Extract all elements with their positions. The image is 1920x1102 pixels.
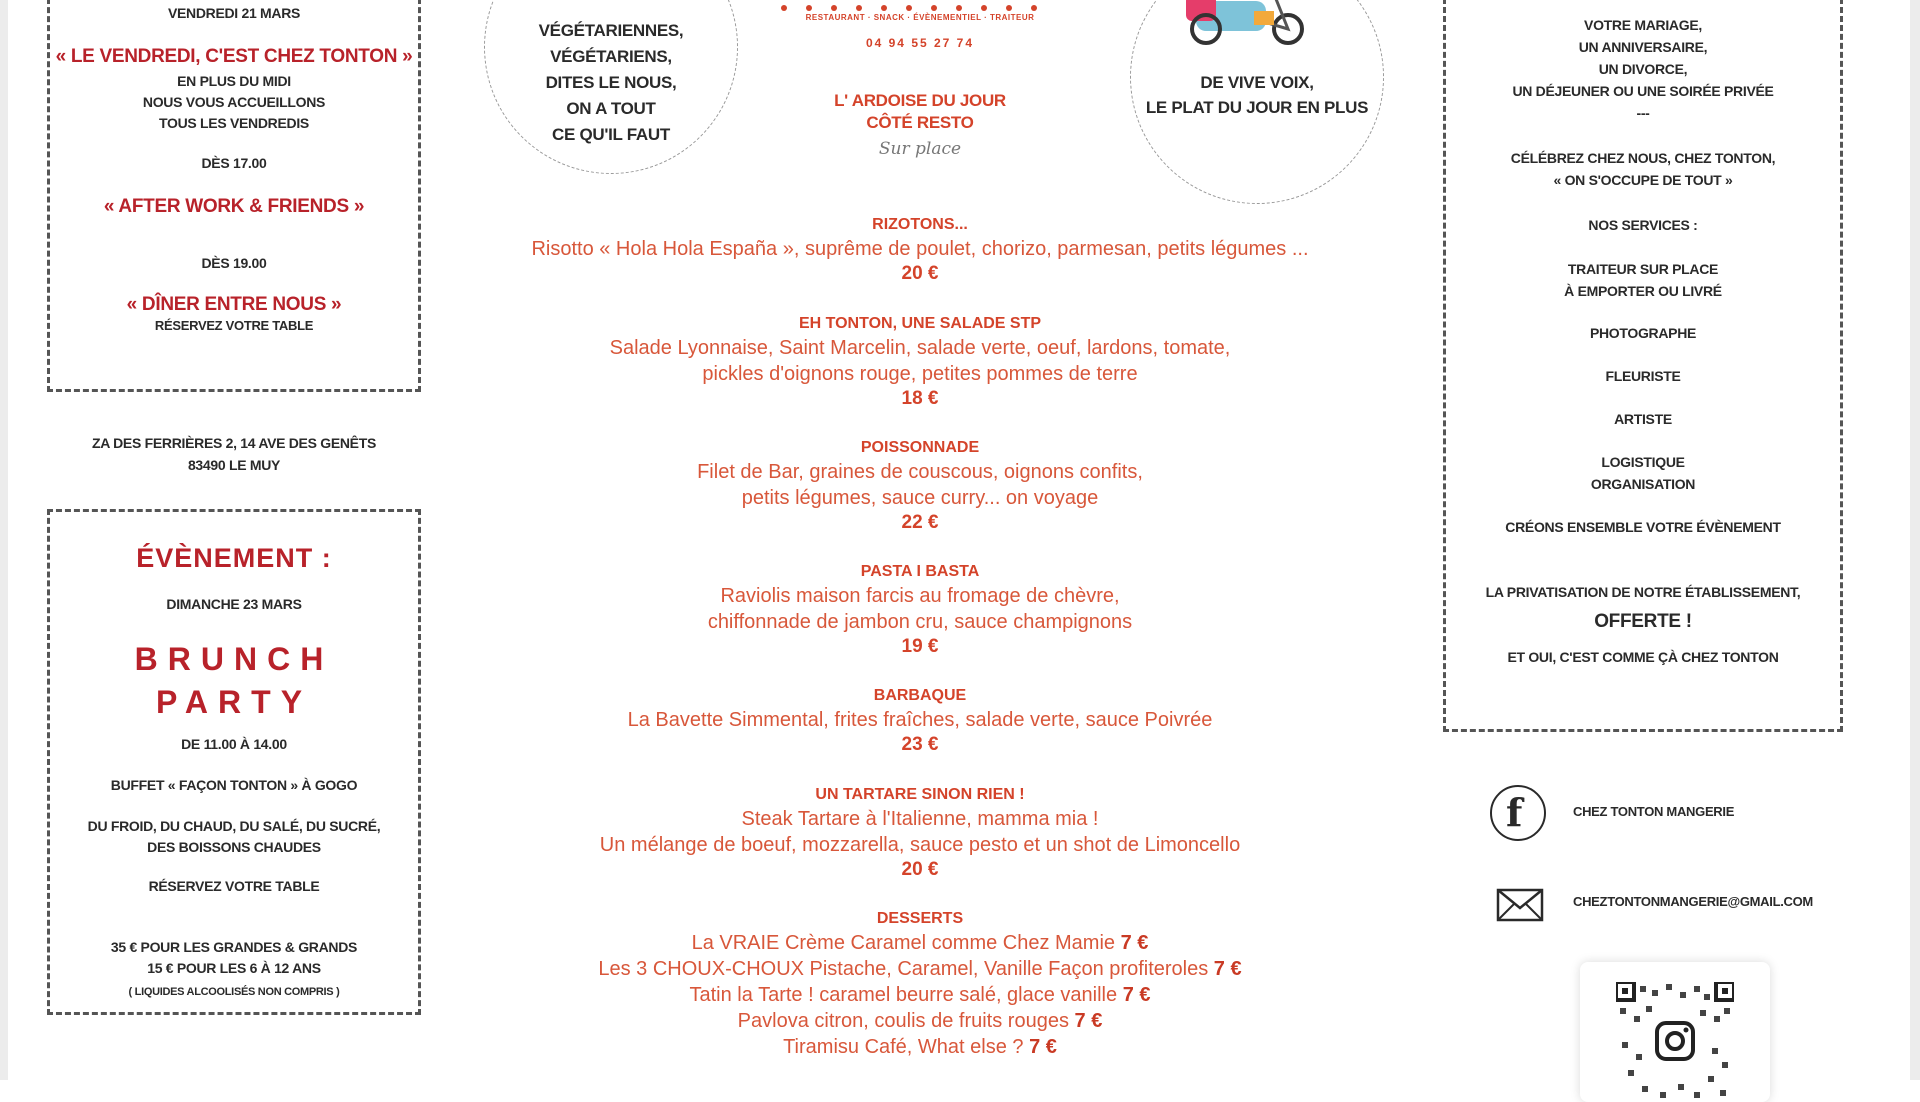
veg-line-4: ON A TOUT xyxy=(566,99,656,118)
plat-du-jour-circle xyxy=(1130,0,1384,204)
private-events-box xyxy=(1443,0,1843,732)
section-price: 20 € xyxy=(901,263,939,284)
qr-code-icon xyxy=(1616,982,1734,1100)
vive-voix-line-1: DE VIVE VOIX, xyxy=(1200,73,1314,92)
service-traiteur-2: À EMPORTER OU LIVRÉ xyxy=(1564,283,1722,299)
offerte: OFFERTE ! xyxy=(1594,611,1692,632)
veg-line-3: DITES LE NOUS, xyxy=(545,73,677,92)
right-celebrate-2: « ON S'OCCUPE DE TOUT » xyxy=(1553,172,1733,188)
event-note: ( LIQUIDES ALCOOLISÉS NON COMPRIS ) xyxy=(128,986,340,998)
facebook-icon: f xyxy=(1506,790,1523,835)
section-title: POISSONNADE xyxy=(860,439,980,456)
dessert-text: Pavlova citron, coulis de fruits rouges xyxy=(737,1010,1069,1032)
section-title: EH TONTON, UNE SALADE STP xyxy=(798,315,1042,332)
dessert-item xyxy=(470,956,1370,982)
section-line: Filet de Bar, graines de couscous, oignons confits, xyxy=(697,461,1143,483)
service-artiste: ARTISTE xyxy=(1614,411,1672,427)
event-desc-1: DU FROID, DU CHAUD, DU SALÉ, DU SUCRÉ, xyxy=(87,818,381,834)
event-desc-2: DES BOISSONS CHAUDES xyxy=(147,839,321,855)
section-price: 23 € xyxy=(901,734,939,755)
event-afterwork: « AFTER WORK & FRIENDS » xyxy=(103,196,365,217)
right-line-1: VOTRE MARIAGE, xyxy=(1584,17,1702,33)
time-diner: DÈS 19.00 xyxy=(201,255,267,271)
service-traiteur-1: TRAITEUR SUR PLACE xyxy=(1567,261,1719,277)
dessert-item xyxy=(470,1034,1370,1060)
section-title: UN TARTARE SINON RIEN ! xyxy=(815,786,1025,803)
dessert-text: Tatin la Tarte ! caramel beurre salé, glace vanille xyxy=(689,984,1123,1006)
right-celebrate-1: CÉLÉBREZ CHEZ NOUS, CHEZ TONTON, xyxy=(1510,150,1776,166)
dessert-text: La VRAIE Crème Caramel comme Chez Mamie xyxy=(691,932,1116,954)
section-title: PASTA I BASTA xyxy=(860,563,980,580)
ardoise-line-2: CÔTÉ RESTO xyxy=(866,113,974,132)
right-line-4: UN DÉJEUNER OU UNE SOIRÉE PRIVÉE xyxy=(1512,83,1774,99)
veg-line-5: CE QU'IL FAUT xyxy=(552,125,670,144)
section-line: pickles d'oignons rouge, petites pommes de terre xyxy=(702,363,1138,385)
friday-line-3: TOUS LES VENDREDIS xyxy=(159,115,309,131)
section-line: Steak Tartare à l'Italienne, mamma mia ! xyxy=(741,808,1099,830)
friday-title: « LE VENDREDI, C'EST CHEZ TONTON » xyxy=(55,46,413,67)
dessert-item xyxy=(470,1008,1370,1034)
section-line: Risotto « Hola Hola España », suprême de poulet, chorizo, parmesan, petits légumes ... xyxy=(531,238,1309,260)
dessert-text: Les 3 CHOUX-CHOUX Pistache, Caramel, Vanille Façon profiteroles xyxy=(598,958,1209,980)
create-together: CRÉONS ENSEMBLE VOTRE ÉVÈNEMENT xyxy=(1505,519,1781,535)
vive-voix-line-2: LE PLAT DU JOUR EN PLUS xyxy=(1145,98,1369,117)
qr-code-card[interactable] xyxy=(1580,962,1770,1102)
section-title: DESSERTS xyxy=(876,910,964,927)
menu-section-desserts xyxy=(470,908,1370,1060)
friday-line-1: EN PLUS DU MIDI xyxy=(177,73,291,89)
section-title: RIZOTONS... xyxy=(872,216,968,233)
event-reserve: RÉSERVEZ VOTRE TABLE xyxy=(148,878,320,894)
right-line-3: UN DIVORCE, xyxy=(1598,61,1688,77)
section-line: chiffonnade de jambon cru, sauce champignons xyxy=(707,611,1133,633)
facebook-label[interactable]: CHEZ TONTON MANGERIE xyxy=(1573,804,1735,819)
event-hours: DE 11.00 À 14.00 xyxy=(181,736,287,752)
right-separator: --- xyxy=(1636,105,1650,121)
logo-dots-icon xyxy=(778,5,1060,13)
phone-number: 04 94 55 27 74 xyxy=(865,36,975,50)
logo-dots xyxy=(778,0,1060,8)
sur-place: Sur place xyxy=(878,139,962,159)
menu-section-rizotons xyxy=(470,214,1370,286)
menu-section-barbaque xyxy=(470,685,1370,757)
scooter-icon xyxy=(1176,0,1326,51)
section-line: La Bavette Simmental, frites fraîches, salade verte, sauce Poivrée xyxy=(627,709,1213,731)
service-fleuriste: FLEURISTE xyxy=(1605,368,1681,384)
section-price: 20 € xyxy=(901,859,939,880)
brunch-word: BRUNCH xyxy=(134,641,334,677)
friday-reserve: RÉSERVEZ VOTRE TABLE xyxy=(154,318,314,333)
dessert-price: 7 € xyxy=(1213,958,1242,980)
right-line-2: UN ANNIVERSAIRE, xyxy=(1578,39,1708,55)
dessert-price: 7 € xyxy=(1029,1036,1057,1058)
section-title: BARBAQUE xyxy=(873,687,967,704)
event-box xyxy=(47,509,421,1015)
section-line: Salade Lyonnaise, Saint Marcelin, salade verte, oeuf, lardons, tomate, xyxy=(609,337,1231,359)
menu-section-poissonnade xyxy=(470,437,1370,535)
page-edge-right xyxy=(1910,0,1920,1080)
time-afterwork: DÈS 17.00 xyxy=(201,155,267,171)
section-price: 18 € xyxy=(901,388,939,409)
menu-section-salade xyxy=(470,313,1370,411)
dessert-text: Tiramisu Café, What else ? xyxy=(783,1036,1030,1058)
dessert-item xyxy=(470,930,1370,956)
menu-section-pasta xyxy=(470,561,1370,659)
address-line-1: ZA DES FERRIÈRES 2, 14 AVE DES GENÊTS xyxy=(91,435,376,451)
section-price: 22 € xyxy=(901,512,939,533)
friday-date: VENDREDI 21 MARS xyxy=(167,5,301,21)
services-title: NOS SERVICES : xyxy=(1588,217,1698,233)
event-buffet: BUFFET « FAÇON TONTON » À GOGO xyxy=(110,777,358,793)
section-line: Un mélange de boeuf, mozzarella, sauce pesto et un shot de Limoncello xyxy=(599,834,1241,856)
menu-section-tartare xyxy=(470,784,1370,882)
section-price: 19 € xyxy=(901,636,939,657)
party-word: PARTY xyxy=(155,684,313,720)
event-date: DIMANCHE 23 MARS xyxy=(166,596,302,612)
dessert-item xyxy=(470,982,1370,1008)
event-diner: « DÎNER ENTRE NOUS » xyxy=(126,294,342,315)
event-price-1: 35 € POUR LES GRANDES & GRANDS xyxy=(110,939,358,955)
address-line-2: 83490 LE MUY xyxy=(187,457,281,473)
service-photographe: PHOTOGRAPHE xyxy=(1589,325,1697,341)
email-icon[interactable] xyxy=(1496,888,1544,922)
dessert-price: 7 € xyxy=(1120,932,1149,954)
friday-line-2: NOUS VOUS ACCUEILLONS xyxy=(142,94,326,110)
service-logistique: LOGISTIQUE xyxy=(1601,454,1685,470)
page-edge-left xyxy=(0,0,8,1080)
ardoise-line-1: L' ARDOISE DU JOUR xyxy=(834,91,1006,110)
et-oui: ET OUI, C'EST COMME ÇÀ CHEZ TONTON xyxy=(1507,649,1779,665)
dessert-price: 7 € xyxy=(1074,1010,1103,1032)
vegetarian-circle xyxy=(484,0,738,174)
veg-line-2: VÉGÉTARIENS, xyxy=(550,47,672,66)
email-label[interactable]: CHEZTONTONMANGERIE@GMAIL.COM xyxy=(1573,894,1813,909)
privatisation: LA PRIVATISATION DE NOTRE ÉTABLISSEMENT, xyxy=(1485,584,1801,600)
veg-line-1: VÉGÉTARIENNES, xyxy=(538,21,684,40)
friday-events-box xyxy=(47,0,421,392)
section-line: petits légumes, sauce curry... on voyage xyxy=(741,487,1099,509)
event-title: ÉVÈNEMENT : xyxy=(136,543,332,573)
service-organisation: ORGANISATION xyxy=(1590,476,1696,492)
dessert-price: 7 € xyxy=(1122,984,1151,1006)
event-price-2: 15 € POUR LES 6 À 12 ANS xyxy=(147,960,321,976)
logo-tagline: RESTAURANT · SNACK · ÉVÈNEMENTIEL · TRAITEUR xyxy=(805,13,1035,22)
section-line: Raviolis maison farcis au fromage de chèvre, xyxy=(720,585,1120,607)
facebook-link[interactable] xyxy=(1490,785,1546,841)
